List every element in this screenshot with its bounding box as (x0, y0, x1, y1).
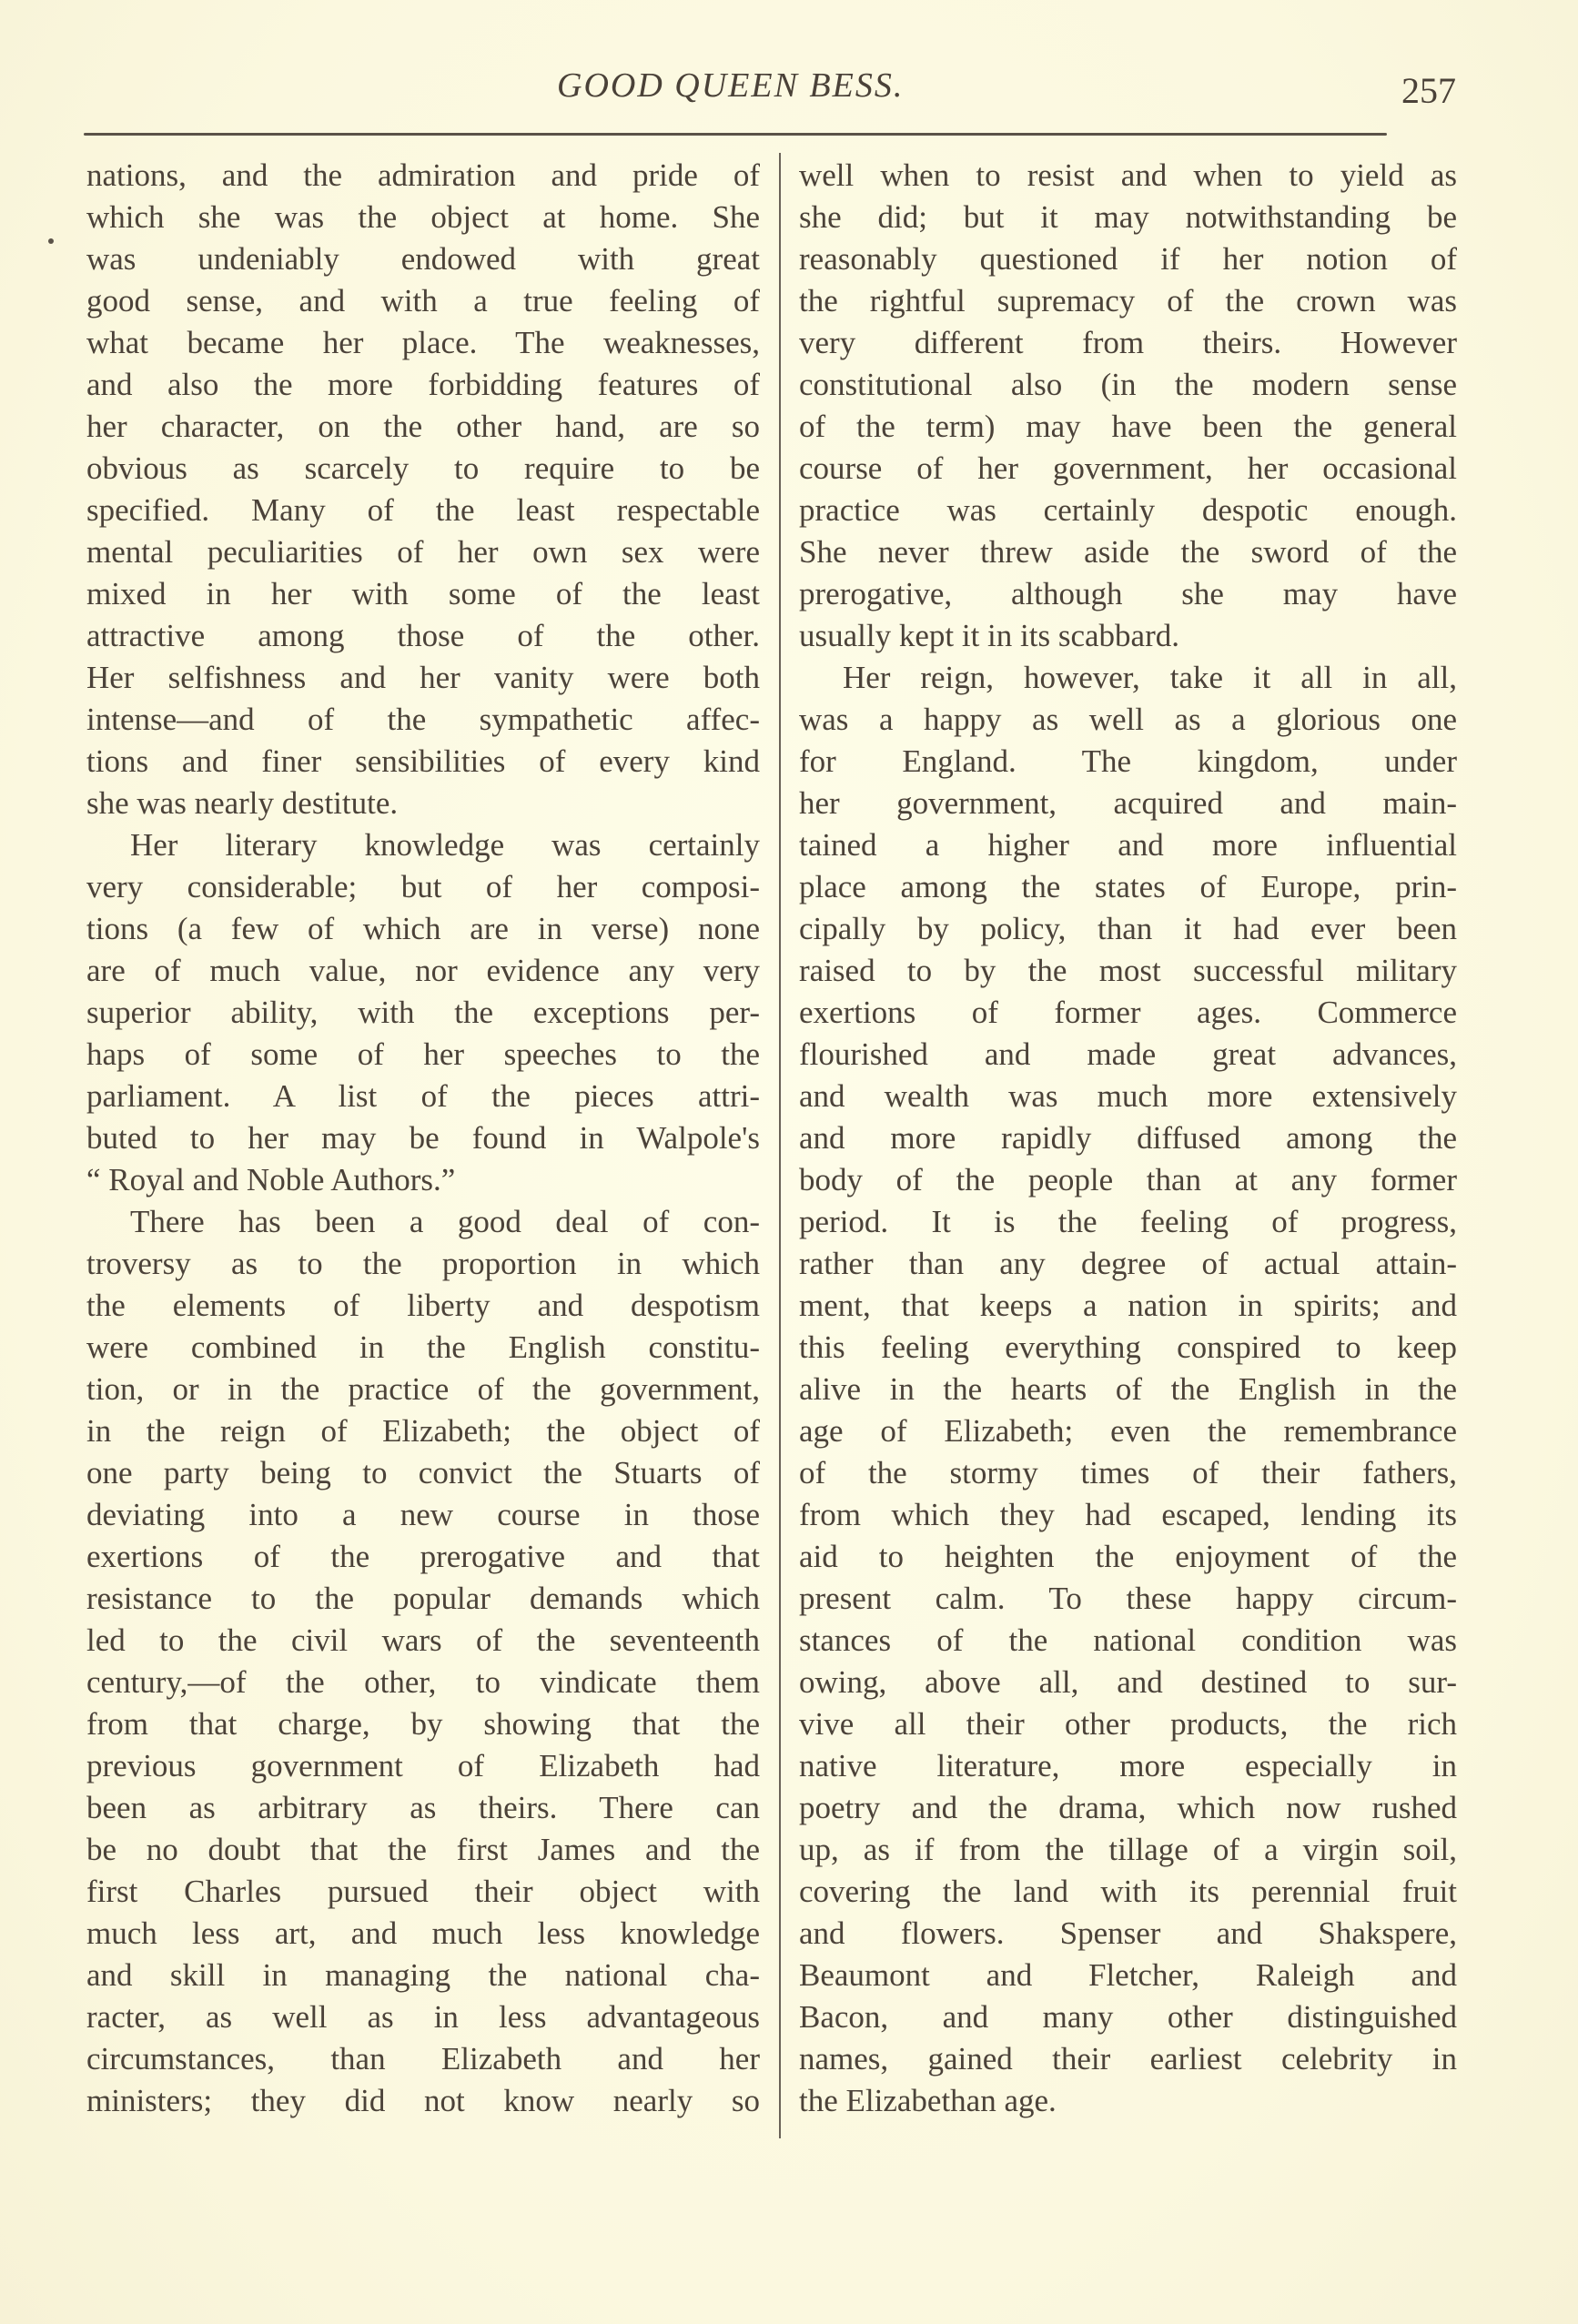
text-line: and wealth was much more extensively (799, 1078, 1457, 1114)
text-line: her character, on the other hand, are so (86, 409, 760, 444)
text-line: stances of the national condition was (799, 1622, 1457, 1658)
text-line: haps of some of her speeches to the (86, 1036, 760, 1072)
text-line: buted to her may be found in Walpole's (86, 1120, 760, 1156)
running-title: GOOD QUEEN BESS. (557, 66, 905, 105)
text-line: exertions of former ages. Commerce (799, 995, 1457, 1030)
text-line: from which they had escaped, lending its (799, 1497, 1457, 1532)
text-line: She never threw aside the sword of the (799, 534, 1457, 570)
text-line: deviating into a new course in those (86, 1497, 760, 1532)
text-line: up, as if from the tillage of a virgin soil, (799, 1832, 1457, 1867)
text-line: There has been a good deal of con- (130, 1204, 760, 1239)
text-line: body of the people than at any former (799, 1162, 1457, 1197)
text-line: be no doubt that the first James and the (86, 1832, 760, 1867)
text-line: specified. Many of the least respectable (86, 492, 760, 528)
text-line: cipally by policy, than it had ever been (799, 911, 1457, 946)
text-line: obvious as scarcely to require to be (86, 450, 760, 486)
text-line: aid to heighten the enjoyment of the (799, 1539, 1457, 1574)
right-column (799, 155, 1457, 2122)
header-rule (84, 133, 1387, 136)
text-line: tions (a few of which are in verse) none (86, 911, 760, 946)
text-line: first Charles pursued their object with (86, 1874, 760, 1909)
text-line: for England. The kingdom, under (799, 743, 1457, 779)
text-line: the Elizabethan age. (799, 2083, 1057, 2118)
text-line: are of much value, nor evidence any very (86, 953, 760, 988)
text-line: tained a higher and more influential (799, 827, 1457, 863)
text-line: good sense, and with a true feeling of (86, 283, 760, 318)
text-line: ment, that keeps a nation in spirits; and (799, 1288, 1457, 1323)
text-line: of the term) may have been the general (799, 409, 1457, 444)
text-line: native literature, more especially in (799, 1748, 1457, 1783)
text-line: tions and finer sensibilities of every kind (86, 743, 760, 779)
text-line: reasonably questioned if her notion of (799, 241, 1457, 277)
text-line: Beaumont and Fletcher, Raleigh and (799, 1957, 1457, 1993)
text-line: the elements of liberty and despotism (86, 1288, 760, 1323)
text-line: mixed in her with some of the least (86, 576, 760, 611)
text-line: Her selfishness and her vanity were both (86, 660, 760, 695)
text-line: age of Elizabeth; even the remembrance (799, 1413, 1457, 1449)
text-line: Bacon, and many other distinguished (799, 1999, 1457, 2035)
text-line: previous government of Elizabeth had (86, 1748, 760, 1783)
text-line: one party being to convict the Stuarts of (86, 1455, 760, 1490)
text-line: and skill in managing the national cha- (86, 1957, 760, 1993)
text-line: names, gained their earliest celebrity in (799, 2041, 1457, 2076)
text-line: poetry and the drama, which now rushed (799, 1790, 1457, 1825)
text-line: period. It is the feeling of progress, (799, 1204, 1457, 1239)
text-line: which she was the object at home. She (86, 199, 760, 235)
text-line: vive all their other products, the rich (799, 1706, 1457, 1742)
text-line: her government, acquired and main- (799, 785, 1457, 821)
text-line: led to the civil wars of the seventeenth (86, 1622, 760, 1658)
text-line: and also the more forbidding features of (86, 367, 760, 402)
text-line: constitutional also (in the modern sense (799, 367, 1457, 402)
text-line: rather than any degree of actual attain- (799, 1246, 1457, 1281)
text-line: resistance to the popular demands which (86, 1581, 760, 1616)
text-line: raised to by the most successful military (799, 953, 1457, 988)
text-line: from that charge, by showing that the (86, 1706, 760, 1742)
text-line: the rightful supremacy of the crown was (799, 283, 1457, 318)
text-line: she was nearly destitute. (86, 785, 399, 821)
text-line: well when to resist and when to yield as (799, 157, 1457, 193)
text-line: troversy as to the proportion in which (86, 1246, 760, 1281)
text-line: and flowers. Spenser and Shakspere, (799, 1915, 1457, 1951)
text-line: century,—of the other, to vindicate them (86, 1664, 760, 1700)
text-line: exertions of the prerogative and that (86, 1539, 760, 1574)
text-line: ministers; they did not know nearly so (86, 2083, 760, 2118)
text-line: usually kept it in its scabbard. (799, 618, 1179, 653)
text-line: Her reign, however, take it all in all, (843, 660, 1457, 695)
text-line: very different from theirs. However (799, 325, 1457, 360)
text-line: what became her place. The weaknesses, (86, 325, 760, 360)
text-line: and more rapidly diffused among the (799, 1120, 1457, 1156)
text-line: of the stormy times of their fathers, (799, 1455, 1457, 1490)
text-line: covering the land with its perennial fruit (799, 1874, 1457, 1909)
text-line: was undeniably endowed with great (86, 241, 760, 277)
text-line: in the reign of Elizabeth; the object of (86, 1413, 760, 1449)
text-line: superior ability, with the exceptions per- (86, 995, 760, 1030)
text-line: owing, above all, and destined to sur- (799, 1664, 1457, 1700)
text-line: were combined in the English constitu- (86, 1329, 760, 1365)
text-line: much less art, and much less knowledge (86, 1915, 760, 1951)
text-line: attractive among those of the other. (86, 618, 760, 653)
left-column (86, 155, 760, 2122)
text-line: place among the states of Europe, prin- (799, 869, 1457, 904)
text-line: alive in the hearts of the English in the (799, 1371, 1457, 1407)
text-line: “ Royal and Noble Authors.” (86, 1162, 456, 1197)
text-line: she did; but it may notwithstanding be (799, 199, 1457, 235)
text-line: tion, or in the practice of the government, (86, 1371, 760, 1407)
text-line: mental peculiarities of her own sex were (86, 534, 760, 570)
text-line: flourished and made great advances, (799, 1036, 1457, 1072)
text-line: this feeling everything conspired to keep (799, 1329, 1457, 1365)
margin-ink-mark (48, 238, 54, 244)
running-head (0, 66, 1578, 111)
text-line: very considerable; but of her composi- (86, 869, 760, 904)
text-line: practice was certainly despotic enough. (799, 492, 1457, 528)
page-number: 257 (1401, 70, 1456, 111)
text-line: parliament. A list of the pieces attri- (86, 1078, 760, 1114)
text-line: nations, and the admiration and pride of (86, 157, 760, 193)
text-line: Her literary knowledge was certainly (130, 827, 760, 863)
text-line: intense—and of the sympathetic affec- (86, 702, 760, 737)
text-line: circumstances, than Elizabeth and her (86, 2041, 760, 2076)
text-line: been as arbitrary as theirs. There can (86, 1790, 760, 1825)
text-line: course of her government, her occasional (799, 450, 1457, 486)
text-line: present calm. To these happy circum- (799, 1581, 1457, 1616)
text-line: prerogative, although she may have (799, 576, 1457, 611)
text-line: racter, as well as in less advantageous (86, 1999, 760, 2035)
text-line: was a happy as well as a glorious one (799, 702, 1457, 737)
column-divider (779, 153, 781, 2138)
